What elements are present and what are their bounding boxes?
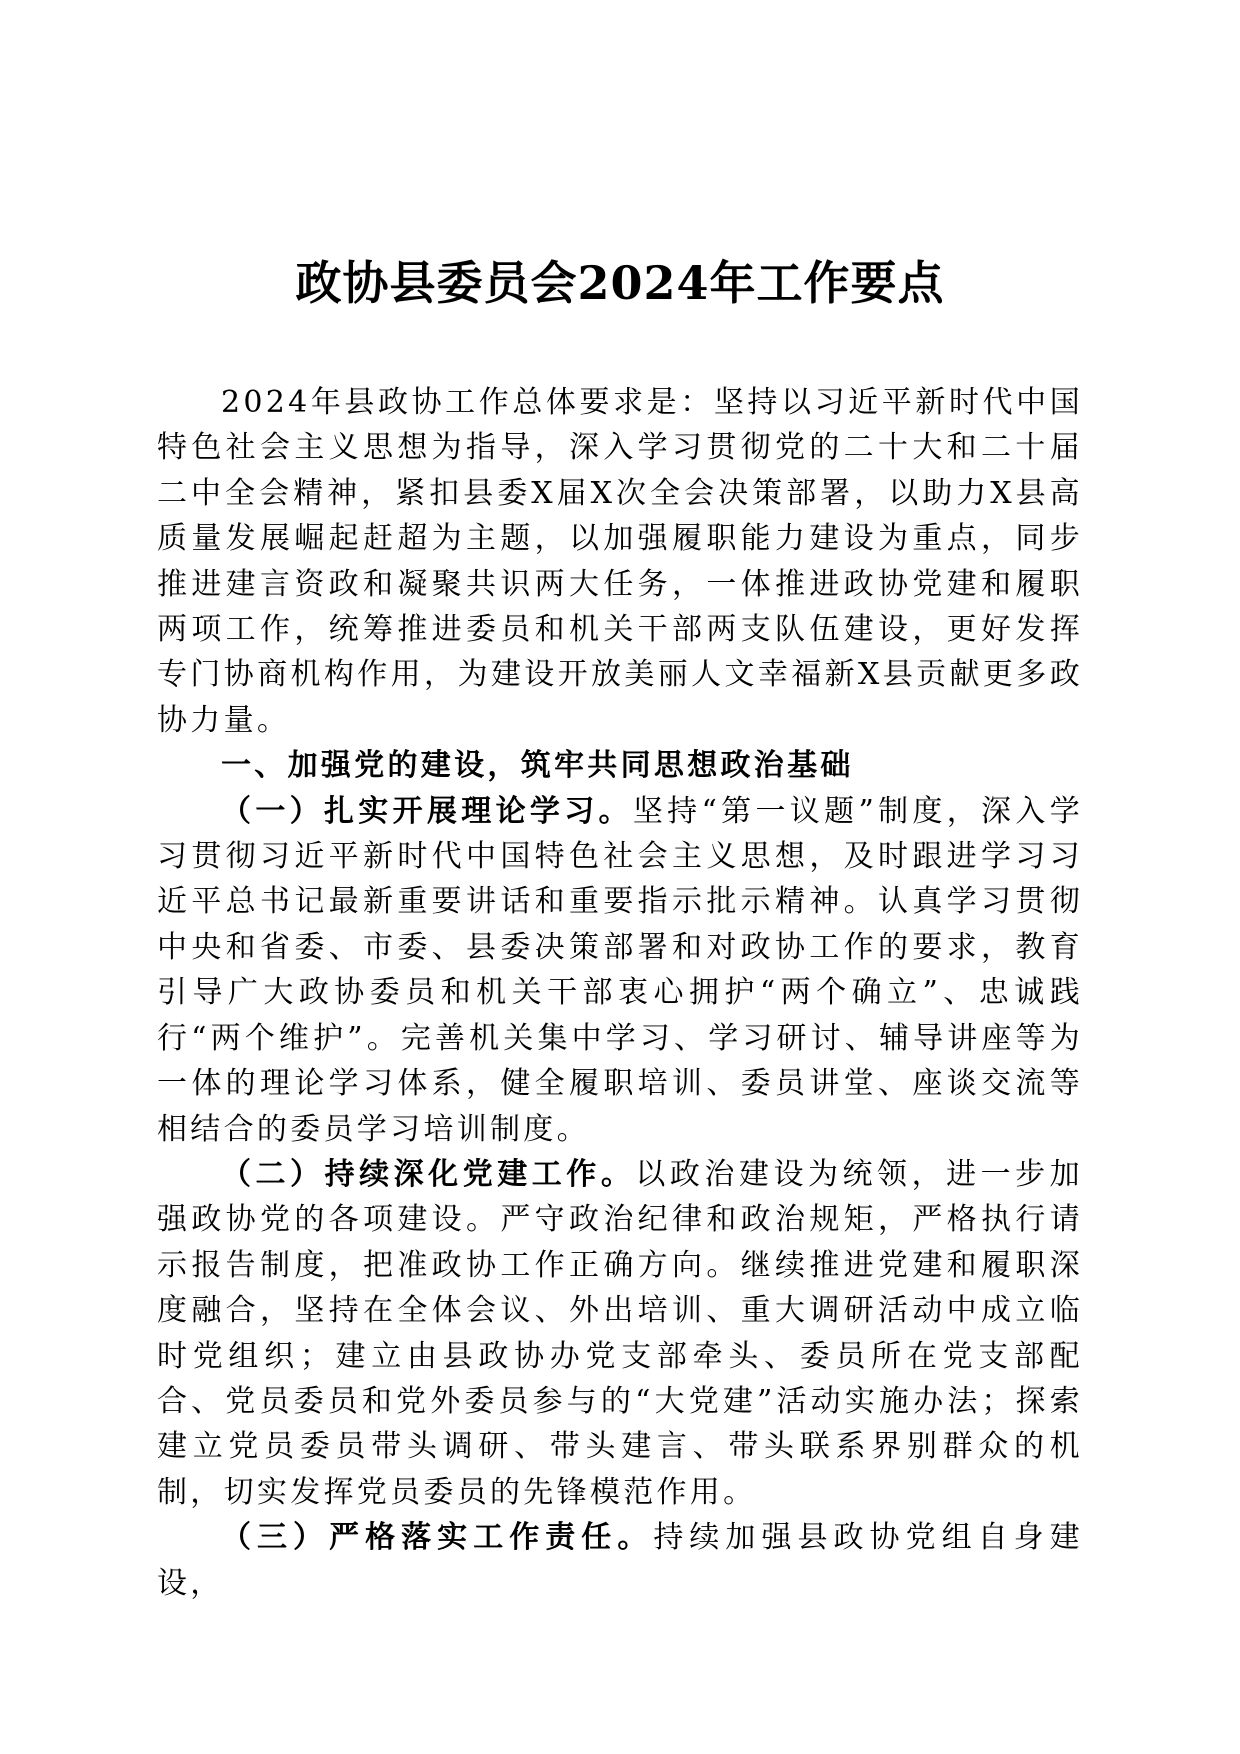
- section-heading: 一、加强党的建设，筑牢共同思想政治基础: [221, 748, 854, 784]
- item-lead: （二）持续深化党建工作。: [221, 1156, 636, 1192]
- document-title: 政协县委员会2024年工作要点: [295, 256, 945, 310]
- list-item: [157, 789, 1083, 1152]
- item-text: 坚持“第一议题”制度，深入学习贯彻习近平新时代中国特色社会主义思想，及时跟进学习习近平总书记最新重要讲话和重要指示批示精神。认真学习贯彻中央和省委、市委、县委决策部署和对政协工作的要求，教育引导广大政协委员和机关干部衷心拥护“两个确立”、忠诚践行“两个维护”。完善机关集中学习、学习研讨、辅导讲座等为一体的理论学习体系，健全履职培训、委员讲堂、座谈交流等相结合的委员学习培训制度。: [157, 793, 1084, 1147]
- item-text: 以政治建设为统领，进一步加强政协党的各项建设。严守政治纪律和政治规矩，严格执行请示报告制度，把准政协工作正确方向。继续推进党建和履职深度融合，坚持在全体会议、外出培训、重大调研活动中成立临时党组织；建立由县政协办党支部牵头、委员所在党支部配合、党员委员和党外委员参与的“大党建”活动实施办法；探索建立党员委员带头调研、带头建言、带头联系界别群众的机制，切实发挥党员委员的先锋模范作用。: [157, 1156, 1083, 1510]
- document-body: [157, 380, 1083, 1606]
- item-text: 持续加强县政协党组自身建设，: [157, 1520, 1083, 1601]
- item-lead: （三）严格落实工作责任。: [221, 1520, 654, 1556]
- list-item: [157, 1152, 1083, 1515]
- intro-paragraph: 2024年县政协工作总体要求是：坚持以习近平新时代中国特色社会主义思想为指导，深入学习贯彻党的二十大和二十届二中全会精神，紧扣县委X届X次全会决策部署，以助力X县高质量发展崛起赶超为主题，以加强履职能力建设为重点，同步推进建言资政和凝聚共识两大任务，一体推进政协党建和履职两项工作，统筹推进委员和机关干部两支队伍建设，更好发挥专门协商机构作用，为建设开放美丽人文幸福新X县贡献更多政协力量。: [157, 385, 1083, 738]
- list-item: [157, 1515, 1083, 1606]
- item-lead: （一）扎实开展理论学习。: [221, 793, 633, 829]
